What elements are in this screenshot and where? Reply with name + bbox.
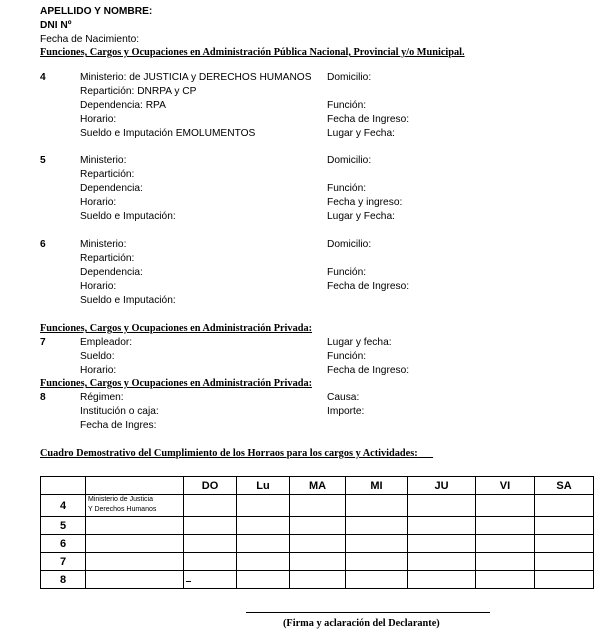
- entry-5-domicilio: Domicilio:: [327, 155, 372, 166]
- row-item[interactable]: [86, 535, 184, 553]
- table-cell[interactable]: [476, 517, 535, 535]
- entry-6-horario: Horario:: [80, 281, 117, 292]
- table-cell[interactable]: [290, 495, 346, 517]
- row-number: 6: [41, 535, 86, 553]
- table-cell[interactable]: [237, 517, 290, 535]
- entry-6-fecha-ingreso: Fecha de Ingreso:: [327, 281, 410, 292]
- entry-5-lugar-fecha: Lugar y Fecha:: [327, 211, 395, 222]
- table-cell[interactable]: [346, 495, 408, 517]
- row-number: 8: [41, 571, 86, 589]
- table-cell[interactable]: [408, 517, 476, 535]
- entry-5-horario: Horario:: [80, 197, 117, 208]
- table-cell[interactable]: [237, 571, 290, 589]
- signature-line: [246, 612, 490, 613]
- entry-7-number: 7: [40, 337, 46, 348]
- table-cell[interactable]: [476, 535, 535, 553]
- day-header: SA: [535, 477, 594, 495]
- row-item[interactable]: [86, 553, 184, 571]
- entry-4-horario: Horario:: [80, 114, 117, 125]
- table-cell[interactable]: [184, 571, 237, 589]
- entry-8-institucion: Institución o caja:: [80, 406, 159, 417]
- entry-6-number: 6: [40, 239, 46, 250]
- table-cell[interactable]: [408, 495, 476, 517]
- table-cell[interactable]: [184, 495, 237, 517]
- entry-7-horario: Horario:: [80, 365, 117, 376]
- table-cell[interactable]: [535, 571, 594, 589]
- table-cell[interactable]: [184, 553, 237, 571]
- entry-4-reparticion: Repartición: DNRPA y CP: [80, 86, 197, 97]
- table-cell[interactable]: [290, 535, 346, 553]
- row-number: 7: [41, 553, 86, 571]
- table-cell[interactable]: [290, 553, 346, 571]
- entry-5-fecha-ingreso: Fecha y ingreso:: [327, 197, 403, 208]
- apellido-label: APELLIDO Y NOMBRE:: [40, 6, 153, 17]
- table-cell[interactable]: [346, 553, 408, 571]
- table-cell[interactable]: [237, 495, 290, 517]
- entry-7-empleador: Empleador:: [80, 337, 133, 348]
- row-item: [86, 495, 184, 517]
- table-cell[interactable]: [346, 535, 408, 553]
- table-cell[interactable]: [237, 535, 290, 553]
- entry-4-sueldo: Sueldo e Imputación EMOLUMENTOS: [80, 128, 256, 139]
- table-cell[interactable]: [535, 517, 594, 535]
- table-row: [41, 553, 594, 571]
- table-cell[interactable]: [346, 517, 408, 535]
- table-cell[interactable]: [184, 517, 237, 535]
- table-cell[interactable]: [476, 553, 535, 571]
- entry-8-number: 8: [40, 392, 46, 403]
- table-cell[interactable]: [476, 571, 535, 589]
- day-header: VI: [476, 477, 535, 495]
- entry-7-funcion: Función:: [327, 351, 367, 362]
- day-header: MI: [346, 477, 408, 495]
- entry-4-number: 4: [40, 72, 46, 83]
- row-item-line: Y Derechos Humanos: [88, 506, 157, 513]
- entry-5-ministerio: Ministerio:: [80, 155, 127, 166]
- table-row: [41, 517, 594, 535]
- table-row: [41, 495, 594, 517]
- dni-label: DNI Nº: [40, 20, 72, 31]
- section-publica-heading: Funciones, Cargos y Ocupaciones en Administración Pública Nacional, Provincial y/o Municipal.: [40, 47, 465, 58]
- table-header-cell: [86, 477, 184, 495]
- entry-8-fecha-ingres: Fecha de Ingres:: [80, 420, 157, 431]
- table-header-cell: [41, 477, 86, 495]
- day-header: Lu: [237, 477, 290, 495]
- cursor-mark: [186, 581, 191, 582]
- entry-4-fecha-ingreso: Fecha de Ingreso:: [327, 114, 410, 125]
- signature-label: (Firma y aclaración del Declarante): [283, 618, 440, 629]
- schedule-table: [40, 476, 594, 589]
- table-row: [41, 571, 594, 589]
- table-cell[interactable]: [290, 571, 346, 589]
- entry-6-reparticion: Repartición:: [80, 253, 135, 264]
- table-cell[interactable]: [535, 535, 594, 553]
- table-header-row: [41, 477, 594, 495]
- entry-5-dependencia: Dependencia:: [80, 183, 143, 194]
- entry-8-importe: Importe:: [327, 406, 365, 417]
- entry-5-sueldo: Sueldo e Imputación:: [80, 211, 176, 222]
- section-privada-heading-1: Funciones, Cargos y Ocupaciones en Administración Privada:: [40, 323, 313, 334]
- entry-6-domicilio: Domicilio:: [327, 239, 372, 250]
- entry-5-number: 5: [40, 155, 46, 166]
- entry-7-sueldo: Sueldo:: [80, 351, 115, 362]
- table-cell[interactable]: [408, 535, 476, 553]
- table-cell[interactable]: [408, 571, 476, 589]
- row-number: 5: [41, 517, 86, 535]
- table-row: [41, 535, 594, 553]
- entry-5-reparticion: Repartición:: [80, 169, 135, 180]
- table-cell[interactable]: [476, 495, 535, 517]
- section-privada-heading-2: Funciones, Cargos y Ocupaciones en Administración Privada:: [40, 378, 313, 389]
- entry-5-funcion: Función:: [327, 183, 367, 194]
- table-cell[interactable]: [184, 535, 237, 553]
- table-cell[interactable]: [237, 553, 290, 571]
- entry-6-ministerio: Ministerio:: [80, 239, 127, 250]
- entry-8-regimen: Régimen:: [80, 392, 124, 403]
- fecha-nacimiento-label: Fecha de Nacimiento:: [40, 34, 140, 45]
- entry-8-causa: Causa:: [327, 392, 360, 403]
- entry-6-dependencia: Dependencia:: [80, 267, 143, 278]
- entry-4-funcion: Función:: [327, 100, 367, 111]
- table-cell[interactable]: [535, 495, 594, 517]
- row-item[interactable]: [86, 571, 184, 589]
- day-header: DO: [184, 477, 237, 495]
- day-header: JU: [408, 477, 476, 495]
- entry-4-domicilio: Domicilio:: [327, 72, 372, 83]
- entry-6-sueldo: Sueldo e Imputación:: [80, 295, 176, 306]
- entry-4-lugar-fecha: Lugar y Fecha:: [327, 128, 395, 139]
- day-header: MA: [290, 477, 346, 495]
- table-cell[interactable]: [535, 553, 594, 571]
- table-cell[interactable]: [290, 517, 346, 535]
- table-cell[interactable]: [408, 553, 476, 571]
- row-item[interactable]: [86, 517, 184, 535]
- row-item-line: Ministerio de Justicia: [88, 496, 153, 503]
- entry-6-funcion: Función:: [327, 267, 367, 278]
- table-cell[interactable]: [346, 571, 408, 589]
- entry-4-dependencia: Dependencia: RPA: [80, 100, 166, 111]
- entry-4-ministerio: Ministerio: de JUSTICIA y DERECHOS HUMANOS: [80, 72, 312, 83]
- entry-7-fecha-ingreso: Fecha de Ingreso:: [327, 365, 410, 376]
- entry-7-lugar-fecha: Lugar y fecha:: [327, 337, 392, 348]
- cuadro-title: Cuadro Demostrativo del Cumplimiento de los Horraos para los cargos y Actividades:: [40, 448, 418, 459]
- row-number: 4: [41, 495, 86, 517]
